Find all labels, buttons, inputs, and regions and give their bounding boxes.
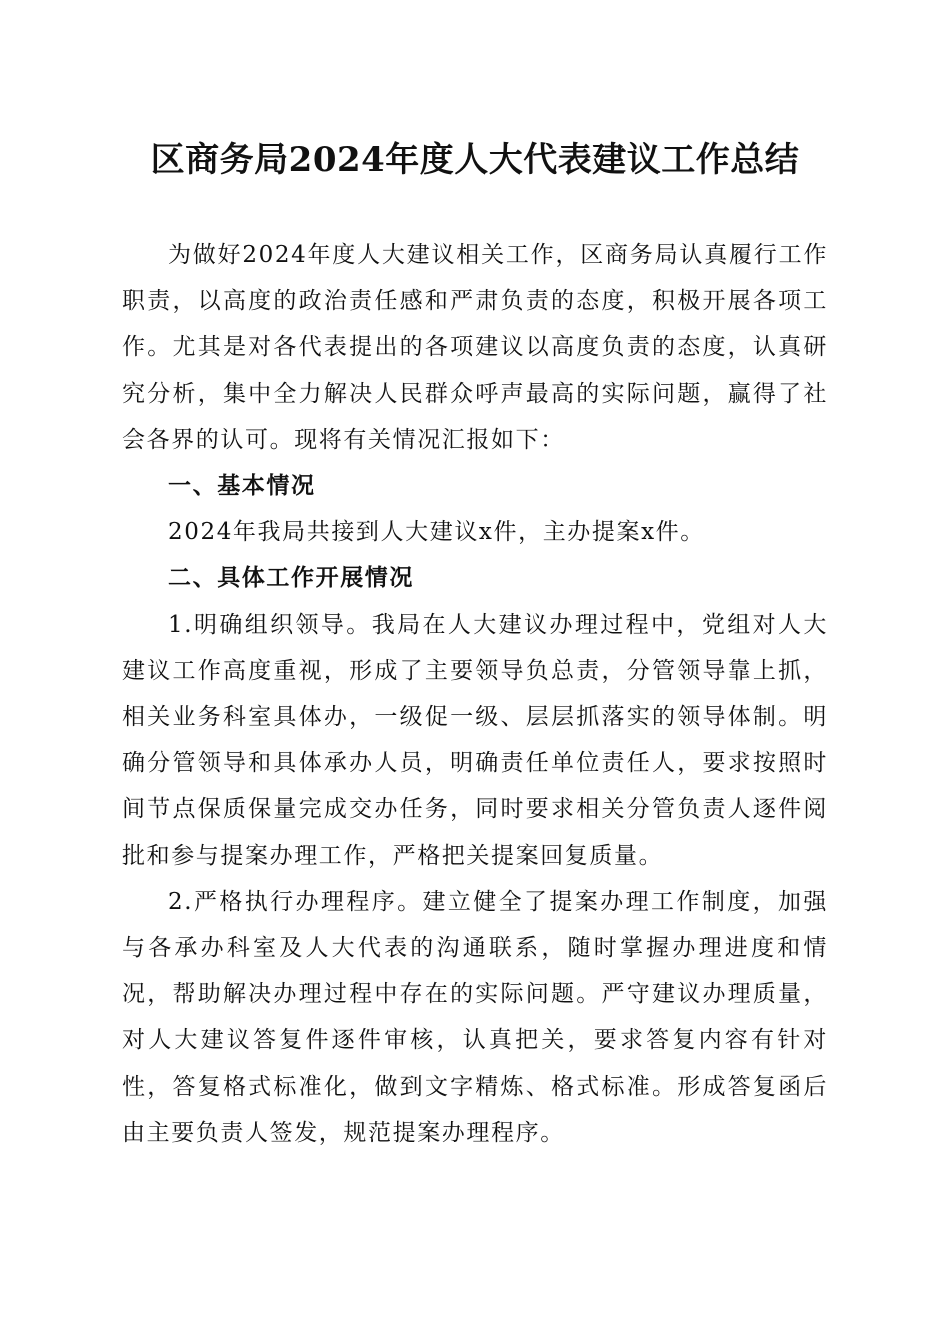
section-heading-basic: 一、基本情况	[168, 473, 316, 500]
document-body	[122, 232, 828, 1156]
intro-paragraph: 为做好2024年度人大建议相关工作，区商务局认真履行工作职责，以高度的政治责任感和严肃负责的态度，积极开展各项工作。尤其是对各代表提出的各项建议以高度负责的态度，认真研究分析，集中全力解决人民群众呼声最高的实际问题，赢得了社会各界的认可。现将有关情况汇报如下：	[122, 242, 828, 453]
basic-situation-paragraph: 2024年我局共接到人大建议x件，主办提案x件。	[168, 519, 705, 546]
document-title: 区商务局2024年度人大代表建议工作总结	[150, 140, 800, 180]
work-item-2-paragraph: 2.严格执行办理程序。建立健全了提案办理工作制度，加强与各承办科室及人大代表的沟通联系，随时掌握办理进度和情况，帮助解决办理过程中存在的实际问题。严守建议办理质量，对人大建议答复件逐件审核，认真把关，要求答复内容有针对性，答复格式标准化，做到文字精炼、格式标准。形成答复函后由主要负责人签发，规范提案办理程序。	[122, 888, 828, 1146]
section-heading-work: 二、具体工作开展情况	[168, 565, 414, 592]
work-item-1-paragraph: 1.明确组织领导。我局在人大建议办理过程中，党组对人大建议工作高度重视，形成了主要领导负总责，分管领导靠上抓，相关业务科室具体办，一级促一级、层层抓落实的领导体制。明确分管领导和具体承办人员，明确责任单位责任人，要求按照时间节点保质保量完成交办任务，同时要求相关分管负责人逐件阅批和参与提案办理工作，严格把关提案回复质量。	[122, 611, 828, 869]
